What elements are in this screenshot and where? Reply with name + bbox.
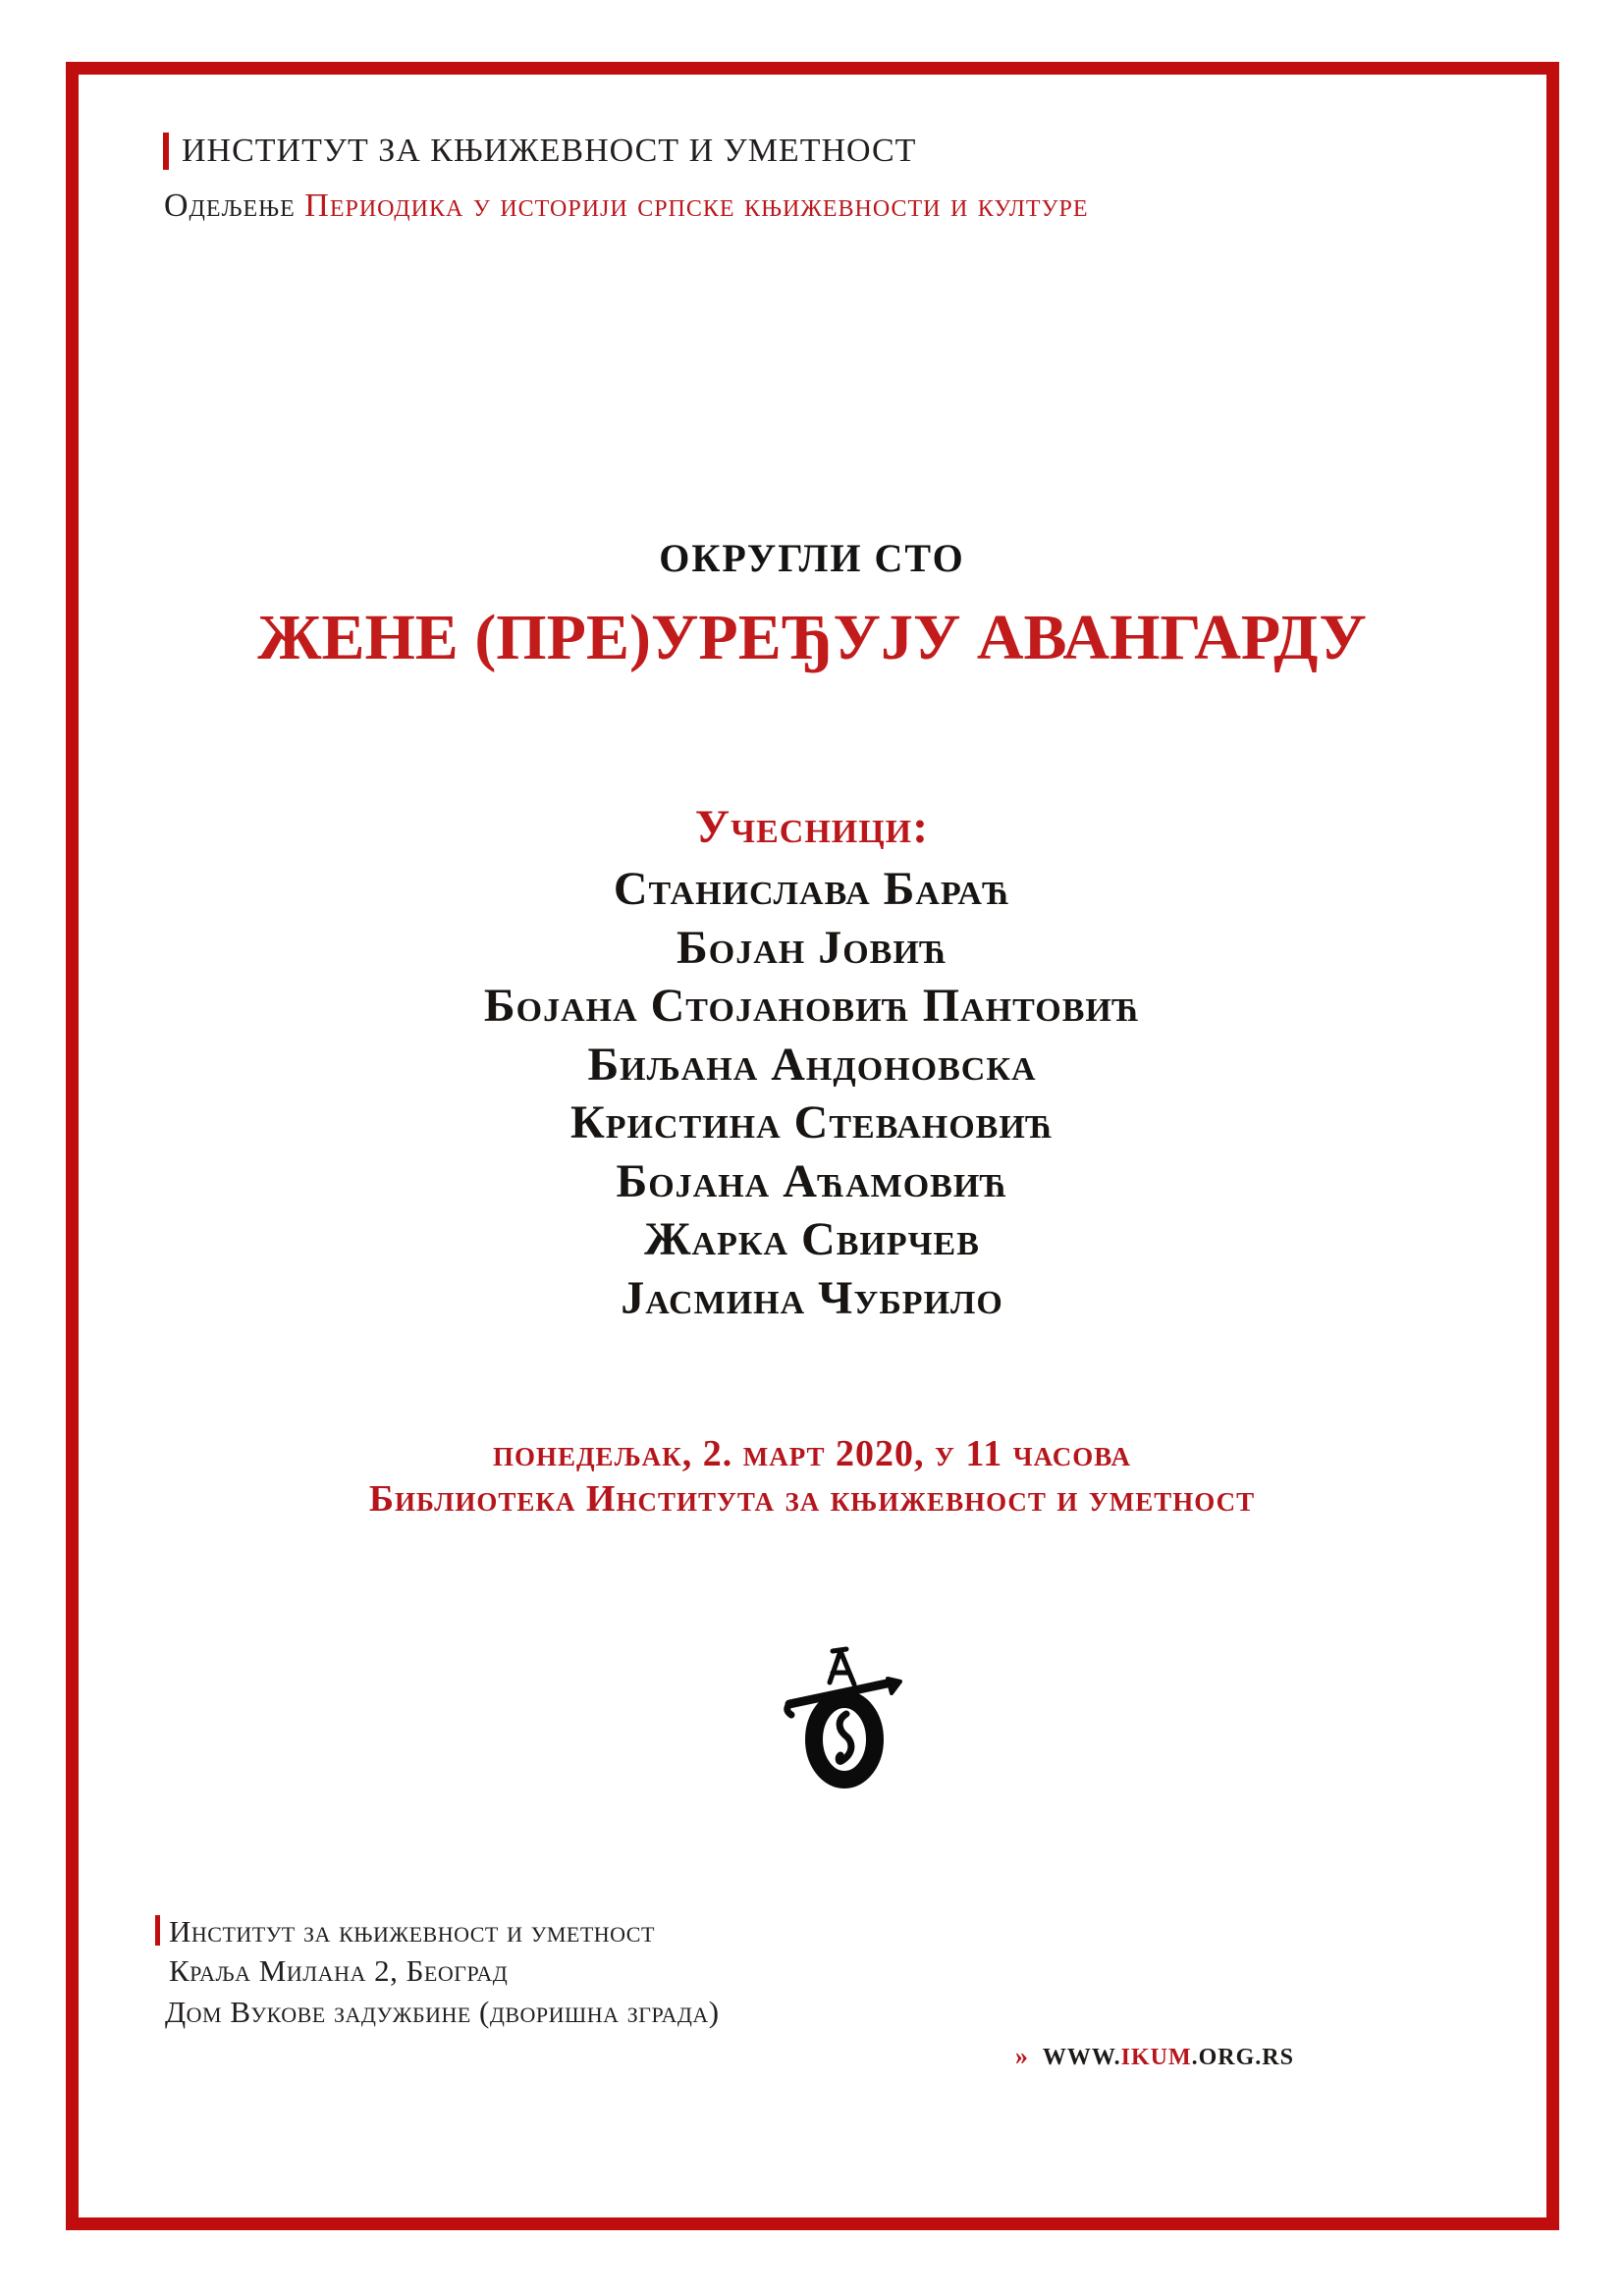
schedule: [79, 1431, 1545, 1522]
participant-name: Биљана Андоновска: [587, 1038, 1037, 1091]
participant-name: Јасмина Чубрило: [621, 1271, 1003, 1324]
department-name: Периодика у историји српске књижевности и културе: [304, 187, 1089, 224]
website-prefix: WWW.: [1042, 2045, 1121, 2070]
participant-name: Станислава Бараћ: [613, 863, 1011, 915]
footer-building: Дом Вукове задужбине (дворишна зграда): [165, 1995, 720, 2029]
participant-name: Кристина Стевановић: [569, 1096, 1055, 1148]
footer-institute: Институт за књижевност и уметност: [169, 1914, 655, 1949]
header-institute-line: [163, 130, 1089, 173]
double-angle-right-icon: »: [1014, 2042, 1029, 2070]
footer-address: Краља Милана 2, Београд: [169, 1953, 509, 1988]
participants-heading: Учесници:: [694, 801, 930, 853]
header: [163, 130, 1089, 228]
red-bar-icon: [155, 1915, 160, 1946]
website-highlight: IKUM: [1120, 2045, 1192, 2070]
schedule-venue: Библиотека Института за књижевност и уметност: [368, 1478, 1256, 1520]
department-label: Одељење: [164, 187, 296, 224]
footer-institute-line: [155, 1912, 720, 1951]
participant-name: Жарка Свирчев: [644, 1213, 980, 1265]
participants-list: [79, 860, 1545, 1327]
participant-name: Бојана Аћамовић: [616, 1154, 1008, 1207]
ikum-wheel-axe-logo-icon: [782, 1641, 905, 1789]
website-link[interactable]: [1015, 2042, 1294, 2071]
schedule-datetime: понедељак, 2. март 2020, у 11 часова: [492, 1433, 1132, 1474]
participant-name: Бојан Јовић: [677, 921, 947, 974]
website-suffix: .ORG.RS: [1191, 2045, 1294, 2070]
event-title: ЖЕНЕ (ПРЕ)УРЕЂУЈУ АВАНГАРДУ: [257, 602, 1367, 673]
footer: [155, 1912, 720, 2032]
participant-name: Бојана Стојановић Пантовић: [483, 980, 1141, 1032]
red-bar-icon: [163, 133, 169, 170]
event-kicker: ОКРУГЛИ СТО: [659, 536, 965, 580]
institute-name: ИНСТИТУТ ЗА КЊИЖЕВНОСТ И УМЕТНОСТ: [182, 133, 917, 169]
department-line: [163, 185, 1089, 228]
